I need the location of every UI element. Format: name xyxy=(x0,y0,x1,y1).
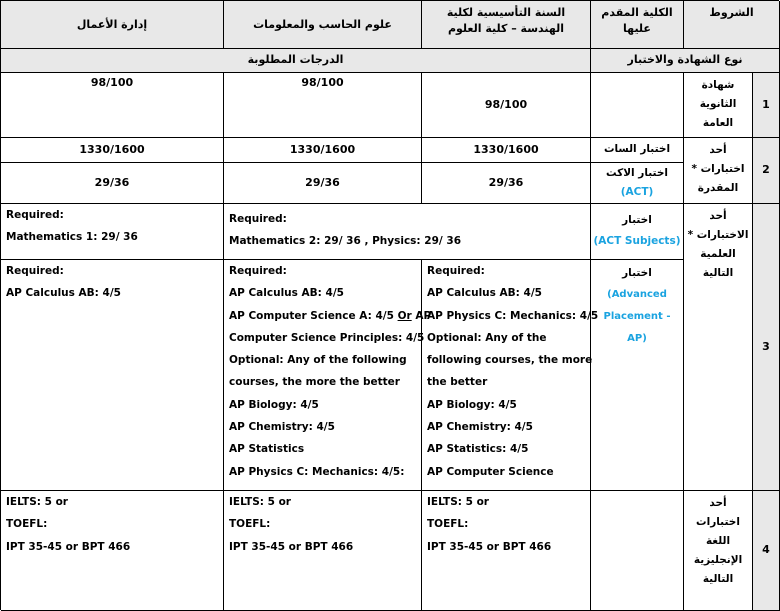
ap-cs-line: AP Chemistry: 4/5 xyxy=(229,421,335,434)
sat-cs-grade: 1330/1600 xyxy=(224,138,422,163)
ap-cs-line: Required: xyxy=(229,265,287,277)
english-foundation-line: TOEFL: xyxy=(427,518,469,531)
act-test-english: (ACT) xyxy=(620,186,654,198)
header-certificate-type: نوع الشهادة والاختبار xyxy=(591,49,780,73)
row-3-label: أحد الاختبارات * العلمية التالية xyxy=(684,204,753,491)
english-foundation-line: IELTS: 5 or xyxy=(427,496,489,508)
row-number-4: 4 xyxy=(753,491,780,611)
ap-business-line: AP Calculus AB: 4/5 xyxy=(6,287,121,300)
ap-cs-line: AP Statistics xyxy=(229,443,305,456)
row-number-2: 2 xyxy=(753,138,780,204)
english-business-line: IELTS: 5 or xyxy=(6,496,68,508)
ap-business-line: Required: xyxy=(6,265,64,277)
ap-cs-line: AP Physics C: Mechanics: 4/5: xyxy=(229,465,405,478)
act-subjects-english: (ACT Subjects) xyxy=(593,235,681,247)
ap-foundation-line: AP Calculus AB: 4/5 xyxy=(427,287,542,300)
row-1-cs-grade: 98/100 xyxy=(224,73,422,138)
ap-foundation-line: AP Physics C: Mechanics: 4/5 xyxy=(427,309,599,322)
row-4-test-cell xyxy=(591,491,684,611)
ap-cs-line: Computer Science Principles: 4/5 xyxy=(229,331,425,344)
act-subjects-business-heading: Required: xyxy=(6,209,64,221)
ap-test-label: اختبار (Advanced Placement - AP) xyxy=(591,260,684,491)
ap-cs-line: courses, the more the better xyxy=(229,376,400,389)
ap-foundation-line: AP Computer Science xyxy=(427,465,554,478)
row-4-label: أحد اختبارات اللغة الإنجليزية التالية xyxy=(684,491,753,611)
english-cs-line: IELTS: 5 or xyxy=(229,496,291,508)
act-test-label: اختبار الاكت (ACT) xyxy=(591,163,684,204)
act-subjects-required-heading: Required: xyxy=(229,213,287,225)
ap-english-line-1: (Advanced xyxy=(607,289,667,300)
sat-business-grade: 1330/1600 xyxy=(1,138,224,163)
header-conditions: الشروط xyxy=(684,1,780,49)
act-subjects-business-requirements xyxy=(1,204,224,260)
ap-english-line-3: AP) xyxy=(627,333,647,344)
ap-foundation-requirements xyxy=(422,260,599,491)
english-cs-requirements xyxy=(224,491,422,611)
row-2-label: أحد اختبارات * المقدرة xyxy=(684,138,753,204)
ap-foundation-line: following courses, the more xyxy=(427,354,593,367)
sat-foundation-grade: 1330/1600 xyxy=(422,138,591,163)
sat-test-label: اختبار السات xyxy=(591,138,684,163)
header-computer-science: علوم الحاسب والمعلومات xyxy=(224,1,422,49)
header-business: إدارة الأعمال xyxy=(1,1,224,49)
ap-cs-requirements xyxy=(224,260,432,491)
ap-cs-line: AP Calculus AB: 4/5 xyxy=(229,287,344,300)
or-underlined: Or xyxy=(397,309,412,322)
ap-cs-line-or: AP Computer Science A: 4/5 Or AP xyxy=(229,309,432,322)
ap-foundation-line: Required: xyxy=(427,265,485,277)
act-business-grade: 29/36 xyxy=(1,163,224,204)
row-number-3: 3 xyxy=(753,204,780,491)
english-cs-line: IPT 35-45 or BPT 466 xyxy=(229,540,354,553)
ap-foundation-line: AP Biology: 4/5 xyxy=(427,398,517,411)
ap-foundation-line: the better xyxy=(427,376,488,389)
ap-foundation-line: Optional: Any of the xyxy=(427,331,547,344)
english-foundation-line: IPT 35-45 or BPT 466 xyxy=(427,540,552,553)
act-subjects-foundation-cs-requirements xyxy=(224,204,591,260)
act-subjects-business-math: Mathematics 1: 29/ 36 xyxy=(6,231,138,244)
row-1-test-cell xyxy=(591,73,684,138)
act-foundation-grade: 29/36 xyxy=(422,163,591,204)
act-subjects-test-label: اختبار (ACT Subjects) xyxy=(591,204,684,260)
header-college: الكلية المقدم عليها xyxy=(591,1,684,49)
ap-business-requirements xyxy=(1,260,224,491)
row-1-foundation-grade: 98/100 xyxy=(422,73,591,138)
english-cs-line: TOEFL: xyxy=(229,518,271,531)
ap-cs-line: AP Biology: 4/5 xyxy=(229,398,319,411)
english-business-line: TOEFL: xyxy=(6,518,48,531)
row-1-business-grade: 98/100 xyxy=(1,73,224,138)
row-1-label: شهادة الثانوية العامة xyxy=(684,73,753,138)
ap-foundation-line: AP Chemistry: 4/5 xyxy=(427,421,533,434)
act-cs-grade: 29/36 xyxy=(224,163,422,204)
header-foundation-year: السنة التأسيسية لكلية الهندسة – كلية العلوم xyxy=(422,1,591,49)
english-business-requirements xyxy=(1,491,224,611)
ap-foundation-line: AP Statistics: 4/5 xyxy=(427,443,529,456)
english-foundation-requirements xyxy=(422,491,591,611)
header-required-grades: الدرجات المطلوبة xyxy=(1,49,591,73)
english-business-line: IPT 35-45 or BPT 466 xyxy=(6,540,131,553)
ap-english-line-2: Placement - xyxy=(603,311,671,322)
act-subjects-math-physics: Mathematics 2: 29/ 36 , Physics: 29/ 36 xyxy=(229,235,462,248)
ap-cs-line: Optional: Any of the following xyxy=(229,354,407,367)
row-number-1: 1 xyxy=(753,73,780,138)
